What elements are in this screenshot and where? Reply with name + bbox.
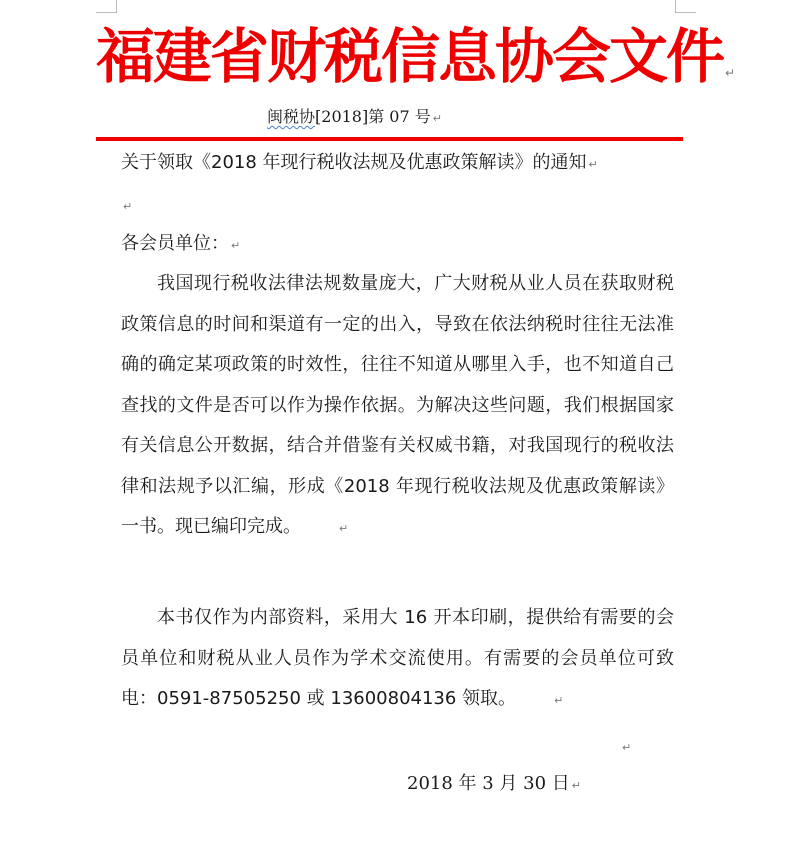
paragraph-mark-icon: ↵ <box>432 112 442 125</box>
empty-paragraph <box>620 738 631 756</box>
body-paragraph-1-text: 我国现行税收法律法规数量庞大，广大财税从业人员在获取财税政策信息的时间和渠道有一定的出入，导致在依法纳税时往往无法准确的确定某项政策的时效性，往往不知道从哪里入手，也不知道自己查找的文件是否可以作为操作依据。为解决这些问题，我们根据国家有关信息公开数据，结合并借鉴有关权威书籍，对我国现行的税收法律和法规予以汇编，形成《2018 年现行税收法规及优惠政策解读》一书。现已编印完成。 <box>121 273 674 537</box>
body-paragraph-2 <box>121 598 674 722</box>
org-title-text: 福建省财税信息协会文件 <box>96 22 724 91</box>
crop-mark-top-right <box>675 0 696 13</box>
notice-date-text: 2018 年 3 月 30 日 <box>407 773 570 794</box>
notice-subject-text: 关于领取《2018 年现行税收法规及优惠政策解读》的通知 <box>121 152 587 173</box>
paragraph-mark-icon: ↵ <box>622 741 632 754</box>
paragraph-mark-icon: ↵ <box>571 779 581 792</box>
notice-date <box>407 771 581 799</box>
paragraph-mark-icon: ↵ <box>231 239 241 252</box>
crop-mark-top-left <box>96 0 117 13</box>
paragraph-mark-icon: ↵ <box>588 158 598 171</box>
body-paragraph-2-text: 本书仅作为内部资料，采用大 16 开本印刷，提供给有需要的会员单位和财税从业人员作为学术交流使用。有需要的会员单位可致电：0591-87505250 或 13600804136 领取。 <box>121 607 674 709</box>
notice-subject <box>121 150 681 178</box>
red-header-rule <box>96 137 683 141</box>
salutation <box>121 231 681 259</box>
salutation-text: 各会员单位： <box>121 233 229 254</box>
document-number <box>267 106 442 130</box>
paragraph-mark-icon: ↵ <box>554 694 564 707</box>
empty-paragraph <box>121 195 681 217</box>
org-header-title <box>96 22 736 91</box>
doc-number-rest: [2018]第 07 号 <box>315 107 431 126</box>
paragraph-mark-icon: ↵ <box>725 66 736 80</box>
paragraph-mark-icon: ↵ <box>123 200 133 213</box>
paragraph-mark-icon: ↵ <box>339 522 349 535</box>
doc-number-prefix: 闽税协 <box>267 107 316 126</box>
body-paragraph-1 <box>121 264 674 550</box>
